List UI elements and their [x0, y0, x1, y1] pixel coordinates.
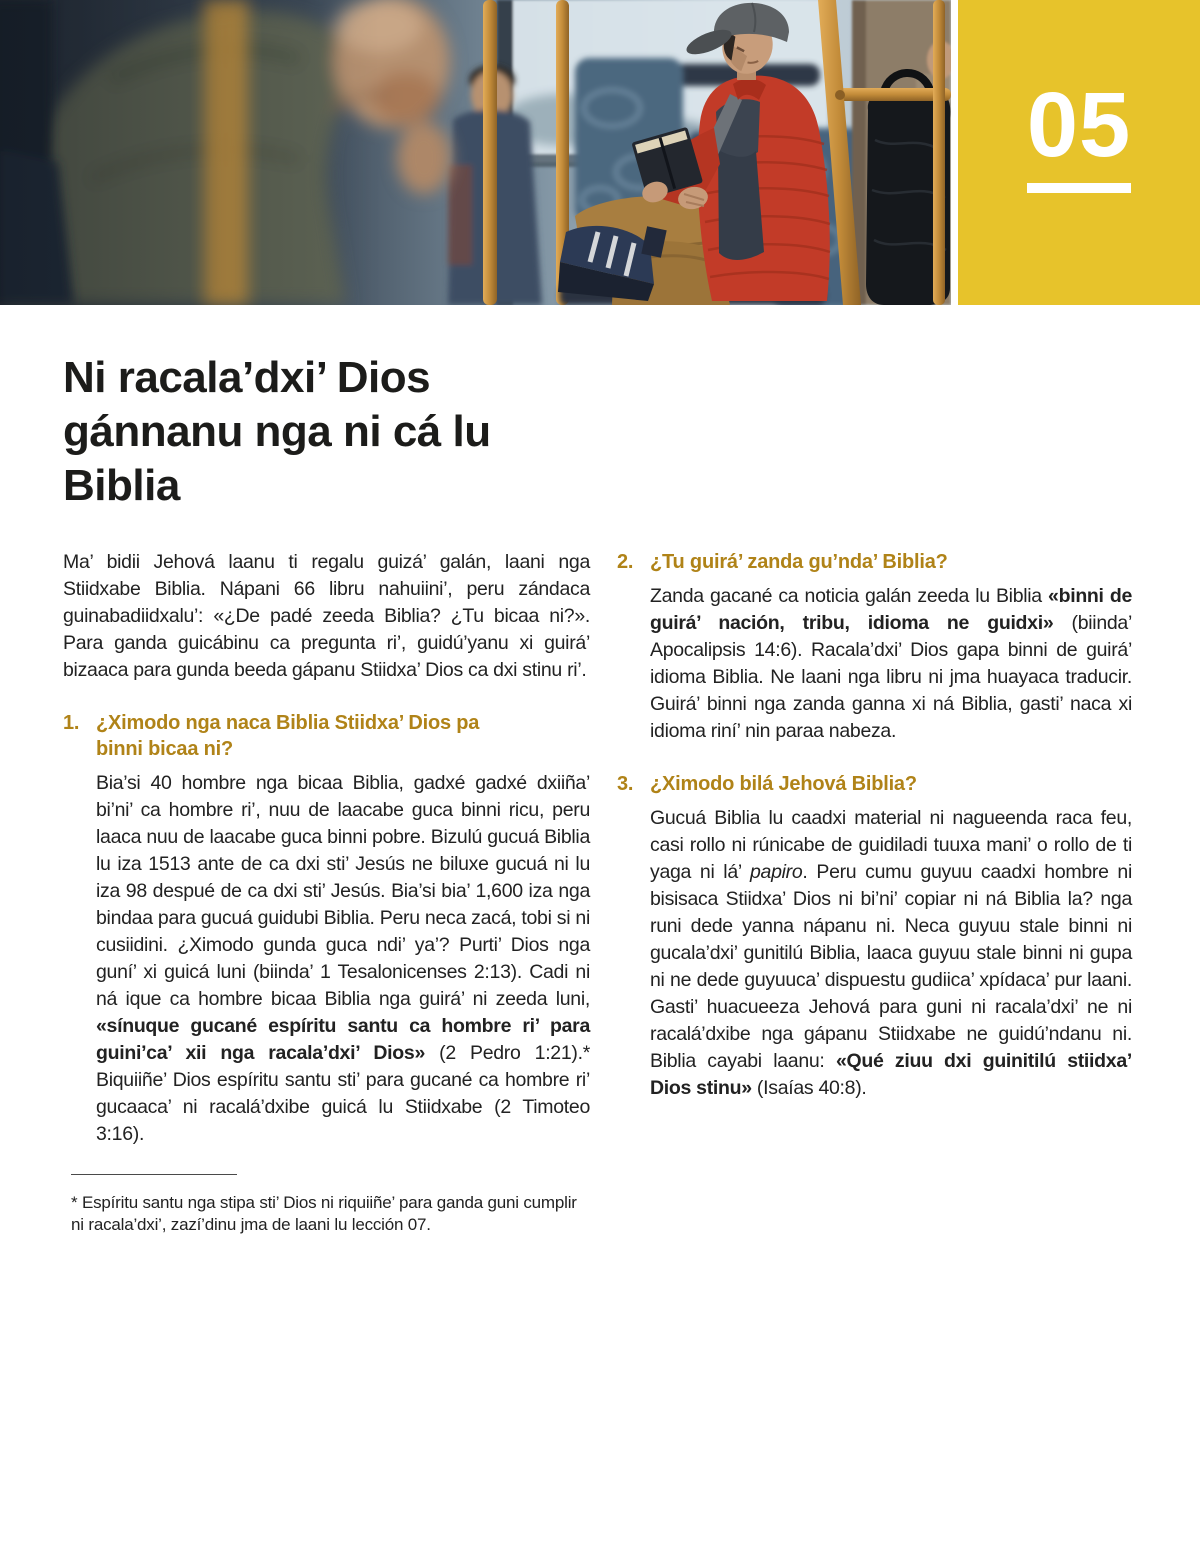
text-run: Gucuá Biblia lu caadxi material ni nagueenda raca feu, casi rollo ni rúnicabe de guidiladi tuuxa mani’ o rollo de ti yaga ni lá’	[650, 807, 1132, 883]
section-1-number: 1.	[63, 712, 80, 734]
section-1-heading-text: ¿Ximodo nga naca Biblia Stiidxa’ Dios pa binni bicaa ni?	[96, 712, 480, 760]
section-2-number: 2.	[617, 551, 634, 573]
footnote-text: * Espíritu santu nga stipa sti’ Dios ni riquiiñe’ para ganda guni cumplir ni racala’dxi’, zazí’dinu jma de laani lu lección 07.	[71, 1193, 577, 1234]
footnote-rule	[71, 1174, 237, 1175]
lesson-number-badge	[958, 0, 1200, 305]
bold-quote: «Qué ziuu dxi guinitilú stiidxa’ Dios stinu»	[650, 1050, 1132, 1099]
badge-underline	[1027, 183, 1131, 193]
section-1-paragraph	[96, 770, 590, 1148]
vignette	[0, 0, 951, 305]
text-run: (2 Pedro 1:21).* Biquiiñe’ Dios espíritu santu sti’ para gucané ca hombre ri’ gucaaca’ ni racalá’dxibe guicá lu Stiidxabe (2 Timoteo 3:16).	[96, 1042, 590, 1145]
section-3-paragraph	[650, 805, 1132, 1102]
section-2	[617, 549, 1132, 745]
section-2-paragraph	[650, 583, 1132, 745]
section-3-heading-text: ¿Ximodo bilá Jehová Biblia?	[650, 773, 917, 795]
text-run: (biinda’ Apocalipsis 14:6). Racala’dxi’ Dios gapa binni de guirá’ idioma Biblia. Ne laani nga libru ni jma huayaca traducir. Guirá’ binni nga zanda ganna xi ná Biblia, gasti’ naca xi idioma riní’ nin paraa nabeza.	[650, 612, 1133, 742]
bold-quote: «binni de guirá’ nación, tribu, idioma ne guidxi»	[650, 585, 1133, 634]
section-1-heading	[63, 710, 590, 762]
lesson-number: 05	[1026, 74, 1132, 176]
section-1	[63, 710, 590, 1148]
hero-strip	[0, 0, 1200, 305]
section-2-heading	[617, 549, 1132, 575]
text-run: (Isaías 40:8).	[751, 1077, 867, 1099]
text-run: Bia’si 40 hombre nga bicaa Biblia, gadxé gadxé dxiiña’ bi’ni’ ca hombre ri’, nuu de laacabe guca binni ricu, peru laaca nuu de laacabe guca binni pobre. Bizulú gucuá Biblia lu iza 1513 ante de ca dxi sti’ Jesús ne biluxe gucuá ni lu iza 98 despué de ca dxi sti’ Jesús. Bia’si bia’ 1,600 iza nga bindaa para gucuá guidubi Biblia. Peru neca zacá, tobi si ni cusiidini. ¿Ximodo gunda guca ndi’ ya’? Purti’ Dios nga guní’ xi guicá luni (biinda’ 1 Tesalonicenses 2:13). Cadi ni ná ique ca hombre bicaa Biblia nga guirá’ ni zeeda luni,	[96, 772, 590, 1010]
footnote	[71, 1174, 583, 1236]
section-3	[617, 771, 1132, 1102]
page-title: Ni racala’dxi’ Dios gánnanu nga ni cá lu Biblia	[63, 353, 491, 510]
body-columns	[63, 549, 1200, 1253]
bus-photo-illustration	[0, 0, 951, 305]
hero-photo	[0, 0, 951, 305]
intro-paragraph: Ma’ bidii Jehová laanu ti regalu guizá’ galán, laani nga Stiidxabe Biblia. Nápani 66 libru nahuiini’, peru zándaca guinabadiidxalu’: «¿De padé zeeda Biblia? ¿Tu bicaa ni?». Para ganda guicábinu ca pregunta ri’, guidú’yanu xi guirá’ bizaaca para gunda beeda gápanu Stiidxa’ Dios ca dxi stinu ri’.	[63, 551, 590, 681]
italic-term: papiro	[750, 861, 803, 883]
column-right	[617, 549, 1132, 1253]
text-run: . Peru cumu guyuu caadxi hombre ni bisisaca Stiidxa’ Dios ni bi’ni’ copiar ni ná Biblia la? nga runi dede yanna nápanu ni. Neca guyuu stale binni ni gucala’dxi’ gunitilú Biblia, laaca guyuu stale binni ni gupa ni ne dede guyuuca’ dispuestu gudiica’ xpídaca’ pur laani. Gasti’ huacueeza Jehová para guni ni racala’dxi’ ne ni racalá’dxibe nga gápanu Stiidxabe ne guidú’ndanu ni. Biblia cayabi laanu:	[650, 861, 1133, 1072]
section-3-heading	[617, 771, 1132, 797]
section-2-heading-text: ¿Tu guirá’ zanda gu’nda’ Biblia?	[650, 551, 948, 573]
text-run: Zanda gacané ca noticia galán zeeda lu Biblia	[650, 585, 1049, 607]
section-3-number: 3.	[617, 773, 634, 795]
column-left	[63, 549, 590, 1253]
bold-quote: «sínuque gucané espíritu santu ca hombre ri’ para guini’ca’ xii nga racala’dxi’ Dios»	[96, 1015, 590, 1064]
